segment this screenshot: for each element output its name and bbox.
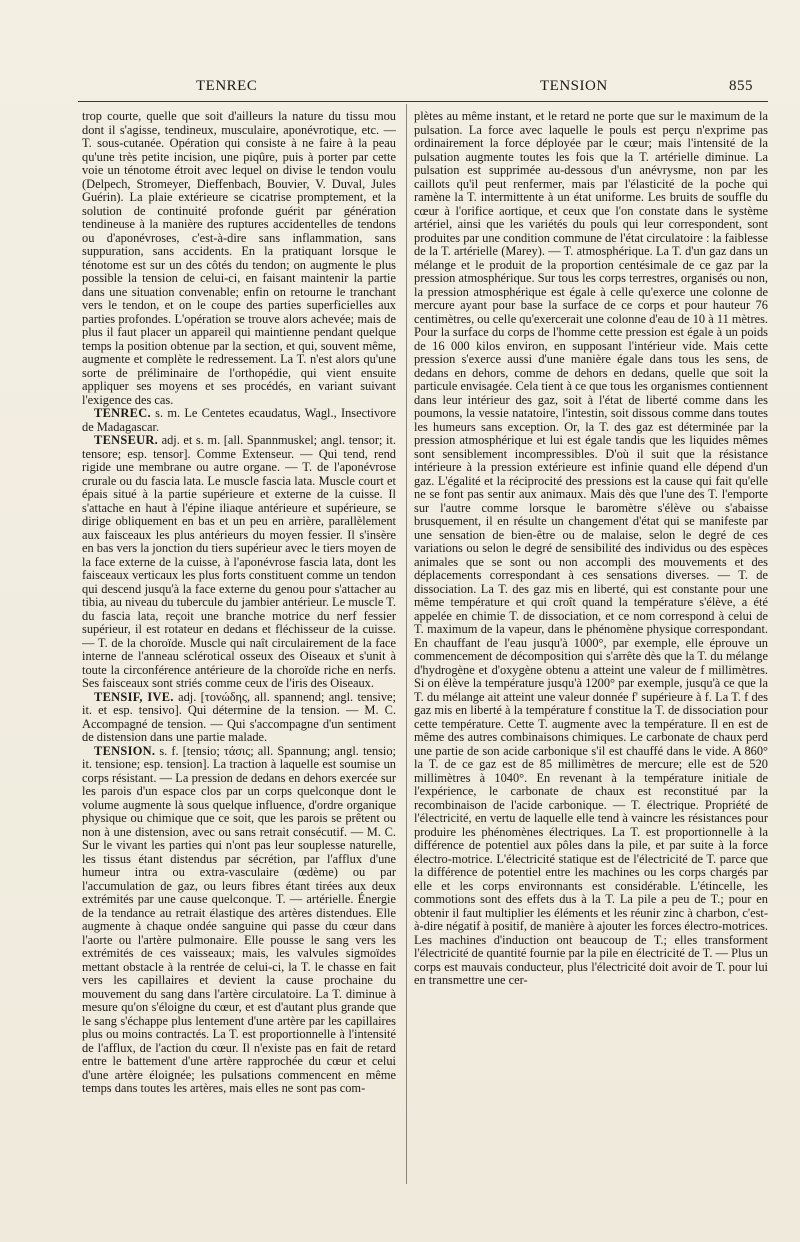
left-column	[82, 110, 396, 1190]
right-column	[414, 110, 768, 1190]
entry-headword: TENSEUR.	[94, 433, 159, 447]
entry-text: plètes au même instant, et le retard ne porte que sur le maximum de la pulsation. La force avec laquelle le pouls est perçu n'exprime pas ordinairement la force déployée par le cœur; mais l'intensité de la pulsation augmente toutes les fois que la T. artérielle diminue. La pulsation est supprimée au-dessous d'un anévrysme, non par les caillots qu'il peut renfermer, mais par l'élasticité de la poche qui ramène la T. intermittente à un état uniforme. Les bruits de souffle du cœur à l'orifice aortique, et ceux que l'on constate dans le système artériel, ainsi que les variétés du pouls qui leur correspondent, sont produites par une condition commune de l'état circulatoire : la faiblesse de la T. artérielle (Marey). — T. atmosphérique. La T. d'un gaz dans un mélange et le produit de la proportion centésimale de ce gaz par la pression atmosphérique. Sur tous les corps terrestres, organisés ou non, la pression atmosphérique est égale à celle qu'exerce une colonne de mercure ayant pour base la surface de ce corps et pour hauteur 76 centimètres, ou celle qu'exercerait une colonne d'eau de 10 à 11 mètres. Pour la surface du corps de l'homme cette pression est égale à un poids de 16 000 kilos environ, en supposant l'intérieur vide. Mais cette pression s'exerce aussi d'une manière égale dans tous les sens, de dedans en dehors, comme de dehors en dedans, quelle que soit la particule envisagée. Cela tient à ce que tous les organismes contiennent dans leur intérieur des gaz, soit à l'état de liberté comme dans les poumons, la vessie natatoire, l'intestin, soit dissous comme dans toutes les humeurs sans exception. Or, la T. des gaz est déterminée par la pression atmosphérique et lui est égale tandis que les liquides mêmes sont sensiblement incompressibles. D'où il suit que la résistance intérieure à la pression extérieure est infinie quand elle dépend d'un gaz. L'égalité et la réciprocité des pressions est la cause qui fait qu'elle ne se font pas sentir aux animaux. Mais dès que l'une des T. l'emporte sur l'autre comme lorsque le baromètre s'élève ou s'abaisse brusquement, il en résulte un changement d'état qui se manifeste par une sensation de bien-être ou de malaise, selon le degré de ces variations ou selon le degré de sensibilité des individus ou des espèces animales que se sont ou non accompli des mouvements et des déplacements correspondant à ces sensations diverses. — T. de dissociation. La T. des gaz mis en liberté, qui est constante pour une même température et qui croît quand la température s'élève, a été appelée en chimie T. de dissociation, et ce nom correspond à celui de T. maximum de la vapeur, dans le phénomène physique correspondant. En chauffant de l'eau jusqu'à 1000°, par exemple, elle éprouve un commencement de décomposition qui s'arrête dès que la T. du mélange d'hydrogène et d'oxygène obtenu a atteint une valeur de f millimètres. Si on élève la température jusqu'à 1200° par exemple, jusqu'à ce que la T. du mélange ait atteint une valeur donnée f' supérieure à f. La T. f des gaz mis en liberté à la température f constitue la T. de dissociation pour cette température. Cette T. augmente avec la température. Il en est de même des autres combinaisons chimiques. Le carbonate de chaux perd une partie de son acide carbonique s'il est chauffé dans le vide. A 860° la T. de ce gaz est de 85 millimètres de mercure; elle est de 520 millimètres à 1040°. En revenant à la température initiale de l'expérience, le carbonate de chaux est reconstitué par la recombinaison de l'acide carbonique. — T. électrique. Propriété de l'électricité, en vertu de laquelle elle tend à vaincre les résistances pour produire les phénomènes électriques. La T. est proportionnelle à la différence de potentiel aux pôles dans la pile, et par suite à la force électro-motrice. L'électricité statique est de l'électricité de T. parce que la différence de potentiel entre les machines ou les corps chargés par elle et les corps environnants est considérable. L'étincelle, les commotions sont des effets dus à la T. La pile a peu de T.; pour en obtenir il faut multiplier les éléments et les réunir zinc à charbon, c'est-à-dire négatif à positif, de manière à ajouter les forces électro-motrices. Les machines d'induction ont beaucoup de T.; elles transforment l'électricité de quantité fournie par la pile en électricité de T. — Plus un corps est mauvais conducteur, plus l'électricité doit avoir de T. pour lui en transmettre une cer-	[414, 110, 768, 987]
entry-text: trop courte, quelle que soit d'ailleurs la nature du tissu mou dont il s'agisse, tendineux, musculaire, aponévrotique, etc. — T. sous-cutanée. Opération qui consiste à ne faire à la peau qu'une très petite incision, une piqûre, puis à porter par cette voie un ténotome étroit avec lequel on divise le tendon voulu (Delpech, Stromeyer, Dieffenbach, Bouvier, V. Duval, Jules Guérin). La plaie extérieure se cicatrise promptement, et la solution de continuité profonde guérit par génération tendineuse à la manière des ruptures accidentelles de tendons ou d'aponévroses, c'est-à-dire sans inflammation, sans suppuration, sans accidents. En la pratiquant lorsque le ténotome est sur un des côtés du tendon; on augmente le plus possible la tension de celui-ci, en faisant maintenir la partie dans une situation convenable; enfin on retourne le tranchant vers le tendon, et on le coupe des parties superficielles aux parties profondes. L'opération se trouve alors achevée; mais de plus il faut placer un appareil qui maintienne pendant quelque temps la position obtenue par la section, et qui, souvent même, augmente et complète le redressement. La T. n'est alors qu'une sorte de préliminaire de l'orthopédie, qui vient ensuite appliquer ses moyens et ses procédés, en variant suivant l'exigence des cas.	[82, 110, 396, 407]
running-header	[0, 78, 800, 98]
entry-text: adj. et s. m. [all. Spannmuskel; angl. tensor; it. tensore; esp. tensor]. Comme Extenseur. — Qui tend, rend rigide une membrane ou autre organe. — T. de l'aponévrose crurale ou du fascia lata. Le muscle fascia lata. Muscle court et épais situé à la partie supérieure et externe de la cuisse. Il s'attache en haut à l'épine iliaque antérieure et supérieure, se dirige obliquement en bas et un peu en arrière, parallèlement aux faisceaux les plus antérieurs du moyen fessier. Il s'insère en bas vers la jonction du tiers supérieur avec le tiers moyen de la face externe de la cuisse, à l'aponévrose fascia lata, dont les faisceaux verticaux les plus forts constituent comme un tendon qui descend jusqu'à la face externe du genou pour s'attacher au tibia, au niveau du tubercule du jambier antérieur. Le muscle T. du fascia lata, reçoit une branche motrice du nerf fessier supérieur, il est rotateur en dedans et fléchisseur de la cuisse. — T. de la choroïde. Muscle qui naît circulairement de la face interne de l'anneau sclérotical osseux des Oiseaux et s'unit à toute la circonférence antérieure de la choroïde riche en nerfs. Ses faisceaux sont striés comme ceux de l'iris des Oiseaux.	[82, 433, 396, 690]
entry-headword: TENSION.	[94, 743, 156, 758]
column-divider	[406, 104, 407, 1184]
entry-headword: TENSIF, IVE.	[94, 689, 174, 704]
entry-text: s. m. Le Centetes ecaudatus, Wagl., Insectivore de Madagascar.	[82, 406, 396, 434]
entry-paragraph	[414, 110, 768, 988]
entry-paragraph	[82, 691, 396, 745]
header-left-term: TENREC	[196, 78, 258, 94]
entry-paragraph	[82, 407, 396, 434]
entry-text: s. f. [tensio; τάσις; all. Spannung; angl. tensio; it. tensione; esp. tension]. La traction à laquelle est soumise un corps résistant. — La pression de dedans en dehors exercée sur les parois d'un espace clos par un corps quelconque dont le volume augmente là sous quelque influence, d'ordre organique physique ou chimique que ce soit, que les parois se prêtent ou non à une distension, avec ou sans retrait consécutif. — M. C. Sur le vivant les parties qui n'ont pas leur souplesse naturelle, les tissus étant distendus par sécrétion, par l'afflux d'une humeur intra ou extra-vasculaire (œdème) ou par l'accumulation de gaz, ou leurs fibres étant tirées aux deux extrémités par une cause quelconque. T. — artérielle. Énergie de la tendance au retrait élastique des artères distendues. Elle augmente à chaque ondée sanguine qui passe du cœur dans l'aorte ou l'artère pulmonaire. Elle pousse le sang vers les extrémités de ces vaisseaux; mais, les valvules sigmoïdes mettant obstacle à la rentrée de celui-ci, la T. le chasse en fait vers les capillaires et devient la cause prochaine du mouvement du sang dans l'artère circulatoire. La T. diminue à mesure qu'on s'éloigne du cœur, et est d'autant plus grande que le sang s'échappe plus lentement d'une artère par les capillaires plus ou moins contractés. La T. est proportionnelle à l'intensité de l'afflux, de l'action du cœur. Il n'existe pas en fait de retard entre le battement d'une artère rapprochée du cœur et celui d'une artère éloignée; les pulsations commencent en même temps dans toutes les artères, mais elles ne sont pas com-	[82, 743, 396, 1095]
entry-headword: TENREC.	[94, 406, 151, 420]
header-right-term: TENSION	[540, 78, 608, 94]
entry-paragraph	[82, 434, 396, 691]
entry-paragraph	[82, 745, 396, 1096]
entry-paragraph	[82, 110, 396, 407]
header-rule	[78, 101, 768, 102]
page-number: 855	[729, 78, 753, 94]
entry-text: adj. [τονώδης, all. spannend; angl. tensive; it. et esp. tensivo]. Qui détermine de la tension. — M. C. Accompagné de tension. — Qui s'accompagne d'un sentiment de distension dans une partie malade.	[82, 689, 396, 744]
